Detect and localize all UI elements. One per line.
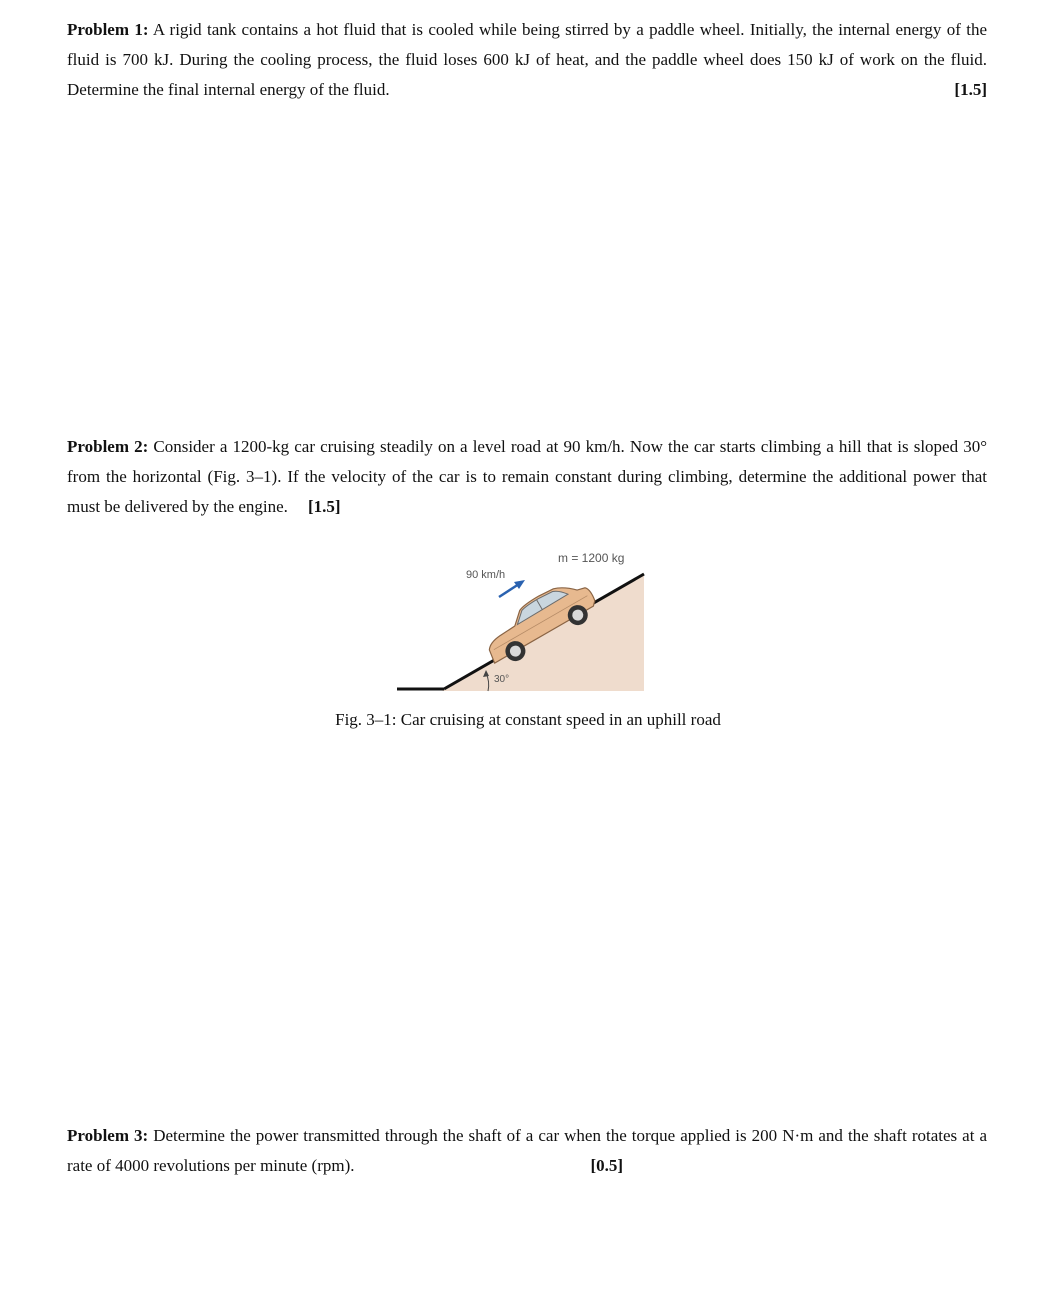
problem-text: Consider a 1200-kg car cruising steadily on a level road at 90 km/h. Now the car starts climbing a hill that is sloped 30° from the horizontal (Fig. 3–1). If the velocity of the car is to remain constant during climbing, determine the additional power that must be delivered by the engine. [67,437,988,516]
problem-text: Determine the power transmitted through the shaft of a car when the torque applied is 200 N·m and the shaft rotates at a rate of 4000 revolutions per minute (rpm). [67,1126,987,1175]
problem-marks: [1.5] [954,80,987,99]
angle-label: 30° [494,674,510,685]
figure-caption: Fig. 3–1: Car cruising at constant speed in an uphill road [335,710,721,729]
problem-1 [67,15,987,105]
speed-label: 90 km/h [466,569,506,581]
mass-label: m = 1200 kg [558,551,625,565]
problem-label: Problem 1: [67,20,149,39]
problem-label: Problem 3: [67,1126,149,1145]
problem-text: A rigid tank contains a hot fluid that is cooled while being stirred by a paddle wheel. Initially, the internal energy of the fluid is 700 kJ. During the cooling process, the fluid loses 600 kJ of heat, and the paddle wheel does 150 kJ of work on the fluid. Determine the final internal energy of the fluid. [67,20,988,99]
problem-marks: [0.5] [590,1156,624,1175]
car-on-hill-illustration [380,545,670,700]
car-on-hill-figure [380,545,670,700]
velocity-arrow-icon [499,580,525,597]
problem-label: Problem 2: [67,437,149,456]
problem-3 [67,1121,987,1181]
problem-2 [67,432,987,522]
problem-marks: [1.5] [307,497,341,516]
